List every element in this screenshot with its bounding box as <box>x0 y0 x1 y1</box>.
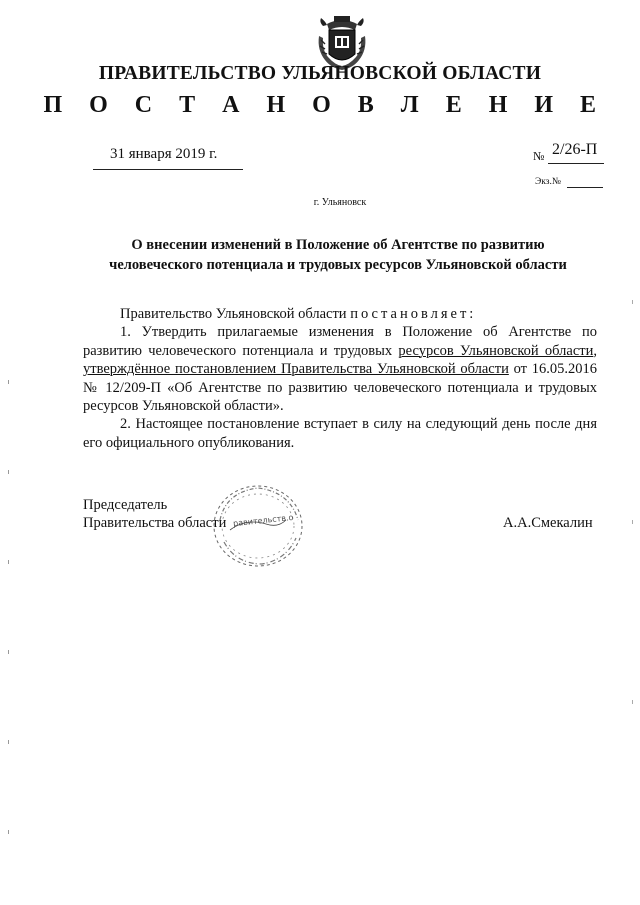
position-line-1: Председатель <box>83 497 168 513</box>
subject-line-1: О внесении изменений в Положение об Агентстве по развитию <box>131 237 545 253</box>
scan-mark <box>8 560 9 564</box>
scan-mark <box>8 470 9 474</box>
scan-mark <box>632 520 633 524</box>
item1-underlined-2: утверждённое постановлением Правительства Ульяновской области <box>83 361 509 378</box>
government-title: ПРАВИТЕЛЬСТВО УЛЬЯНОВСКОЙ ОБЛАСТИ <box>98 63 542 84</box>
signatory-name: А.А.Смекалин <box>503 515 593 531</box>
document-body <box>83 305 597 452</box>
scan-mark <box>8 650 9 654</box>
document-date: 31 января 2019 г. <box>110 146 218 162</box>
signatory-position <box>83 496 226 532</box>
paragraph-item-1 <box>83 323 597 415</box>
preamble <box>83 305 597 323</box>
preamble-lead: Правительство Ульяновской области <box>120 306 347 322</box>
scan-mark <box>8 380 9 384</box>
item1-underlined-1: ресурсов Ульяновской области <box>398 342 594 359</box>
number-underline <box>548 163 604 164</box>
subject-line-2: человеческого потенциала и трудовых ресурсов Ульяновской области <box>109 257 567 273</box>
item1-part3: от 16.05.2016 № 12/209-П «Об Агентстве по развитию человеческого потенциала и трудовых ресурсов Ульяновской области». <box>83 361 597 415</box>
item1-part2: , <box>593 342 597 359</box>
item1-part1: 1. Утвердить прилагаемые изменения в Положение об Агентстве по развитию человеческого потенциала и трудовых <box>83 324 597 359</box>
scan-mark <box>8 740 9 744</box>
position-line-2: Правительства области <box>83 515 227 531</box>
stamp-text: равительств.о <box>232 512 294 529</box>
scan-mark <box>632 300 633 304</box>
preamble-verb: постановляет: <box>350 306 477 322</box>
copy-number-underline <box>567 187 603 188</box>
date-underline <box>93 169 243 170</box>
document-subject <box>90 235 586 275</box>
document-type: П О С Т А Н О В Л Е Н И Е <box>43 92 607 118</box>
scan-mark <box>8 830 9 834</box>
paragraph-item-2: 2. Настоящее постановление вступает в силу на следующий день после дня его официального опубликования. <box>83 416 597 451</box>
number-sign: № <box>533 149 545 163</box>
scan-mark <box>632 700 633 704</box>
document-number: 2/26-П <box>552 141 598 158</box>
copy-number-label: Экз.№ <box>535 177 561 187</box>
city: г. Ульяновск <box>313 197 367 208</box>
